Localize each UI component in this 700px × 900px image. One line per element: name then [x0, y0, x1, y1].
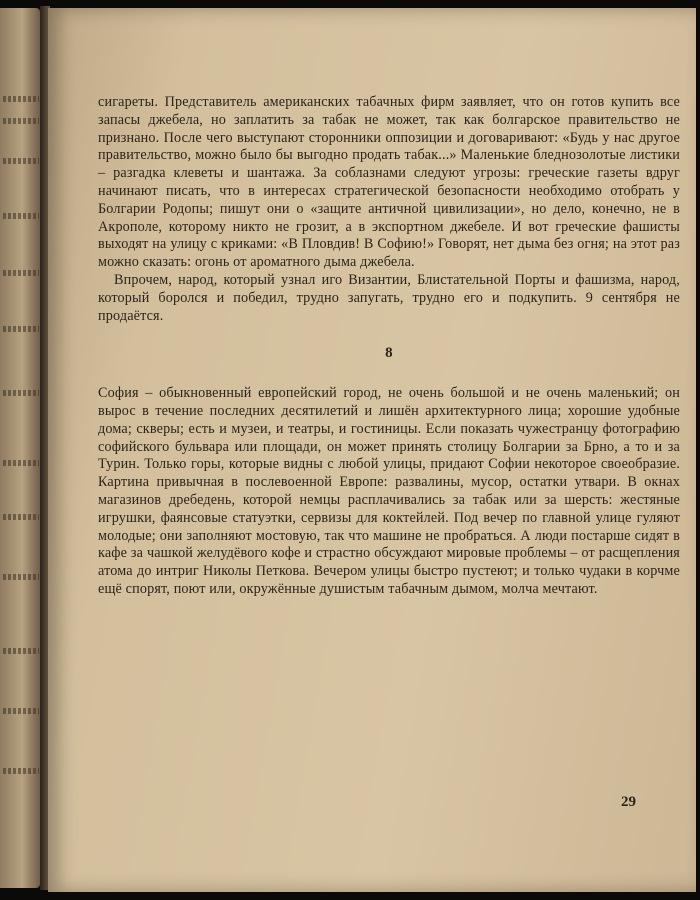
book-page: [48, 8, 696, 892]
paragraph-1: сигареты. Представитель американских табачных фирм заявляет, что он готов купить все запасы джебела, но заплатить за табак не может, так как болгарское правительство не признано. После чего выступают сторонники оппозиции и договаривают: «Будь у нас другое правительство, можно было бы выгодно продать табак...» Маленькие бледнозолотые листики – разгадка клеветы и шантажа. За соблазнами следуют угрозы: греческие газеты вдруг начинают писать, что в интересах стратегической безопасности необходимо отобрать у Болгарии Родопы; пишут они о «защите античной цивилизации», но дело, конечно, не в Акрополе, которому никто не грозит, а в экспортном джебеле. И вот греческие фашисты выходят на улицу с криками: «В Пловдив! В Софию!» Говорят, нет дыма без огня; на этот раз можно сказать: огонь от ароматного дыма джебела.: [98, 94, 680, 271]
facing-page-edge: [0, 8, 40, 888]
section-number: 8: [385, 345, 393, 362]
page-body: [98, 94, 680, 599]
page-number: 29: [621, 794, 636, 810]
paragraph-3: София – обыкновенный европейский город, не очень большой и не очень маленький; он вырос в течение последних десятилетий и лишён архитектурного лица; хорошие удобные дома; скверы; есть и музеи, и театры, и гостиницы. Если показать чужестранцу фотографию софийского бульвара или площади, он может принять столицу Болгарии за Брно, а то и за Турин. Только горы, которые видны с любой улицы, придают Софии некоторое своеобразие. Картина привычная в послевоенной Европе: развалины, мусор, остатки утвари. В окнах магазинов дребедень, которой немцы расплачивались за табак или за шерсть: жестяные игрушки, фаянсовые статуэтки, сервизы для коктейлей. Под вечер по главной улице гуляют молодые; они заполняют мостовую, так что машине не пробраться. А люди постарше сидят в кафе за чашкой желудёвого кофе и страстно обсуждают мировые проблемы – от расщепления атома до интриг Николы Петкова. Вечером улицы быстро пустеют; и только чудаки в корчме ещё спорят, поют или, окружённые душистым табачным дымом, молча мечтают.: [98, 385, 680, 597]
paragraph-2: Впрочем, народ, который узнал иго Византии, Блистательной Порты и фашизма, народ, который боролся и победил, трудно запугать, трудно его и подкупить. 9 сентября не продаётся.: [98, 271, 680, 324]
